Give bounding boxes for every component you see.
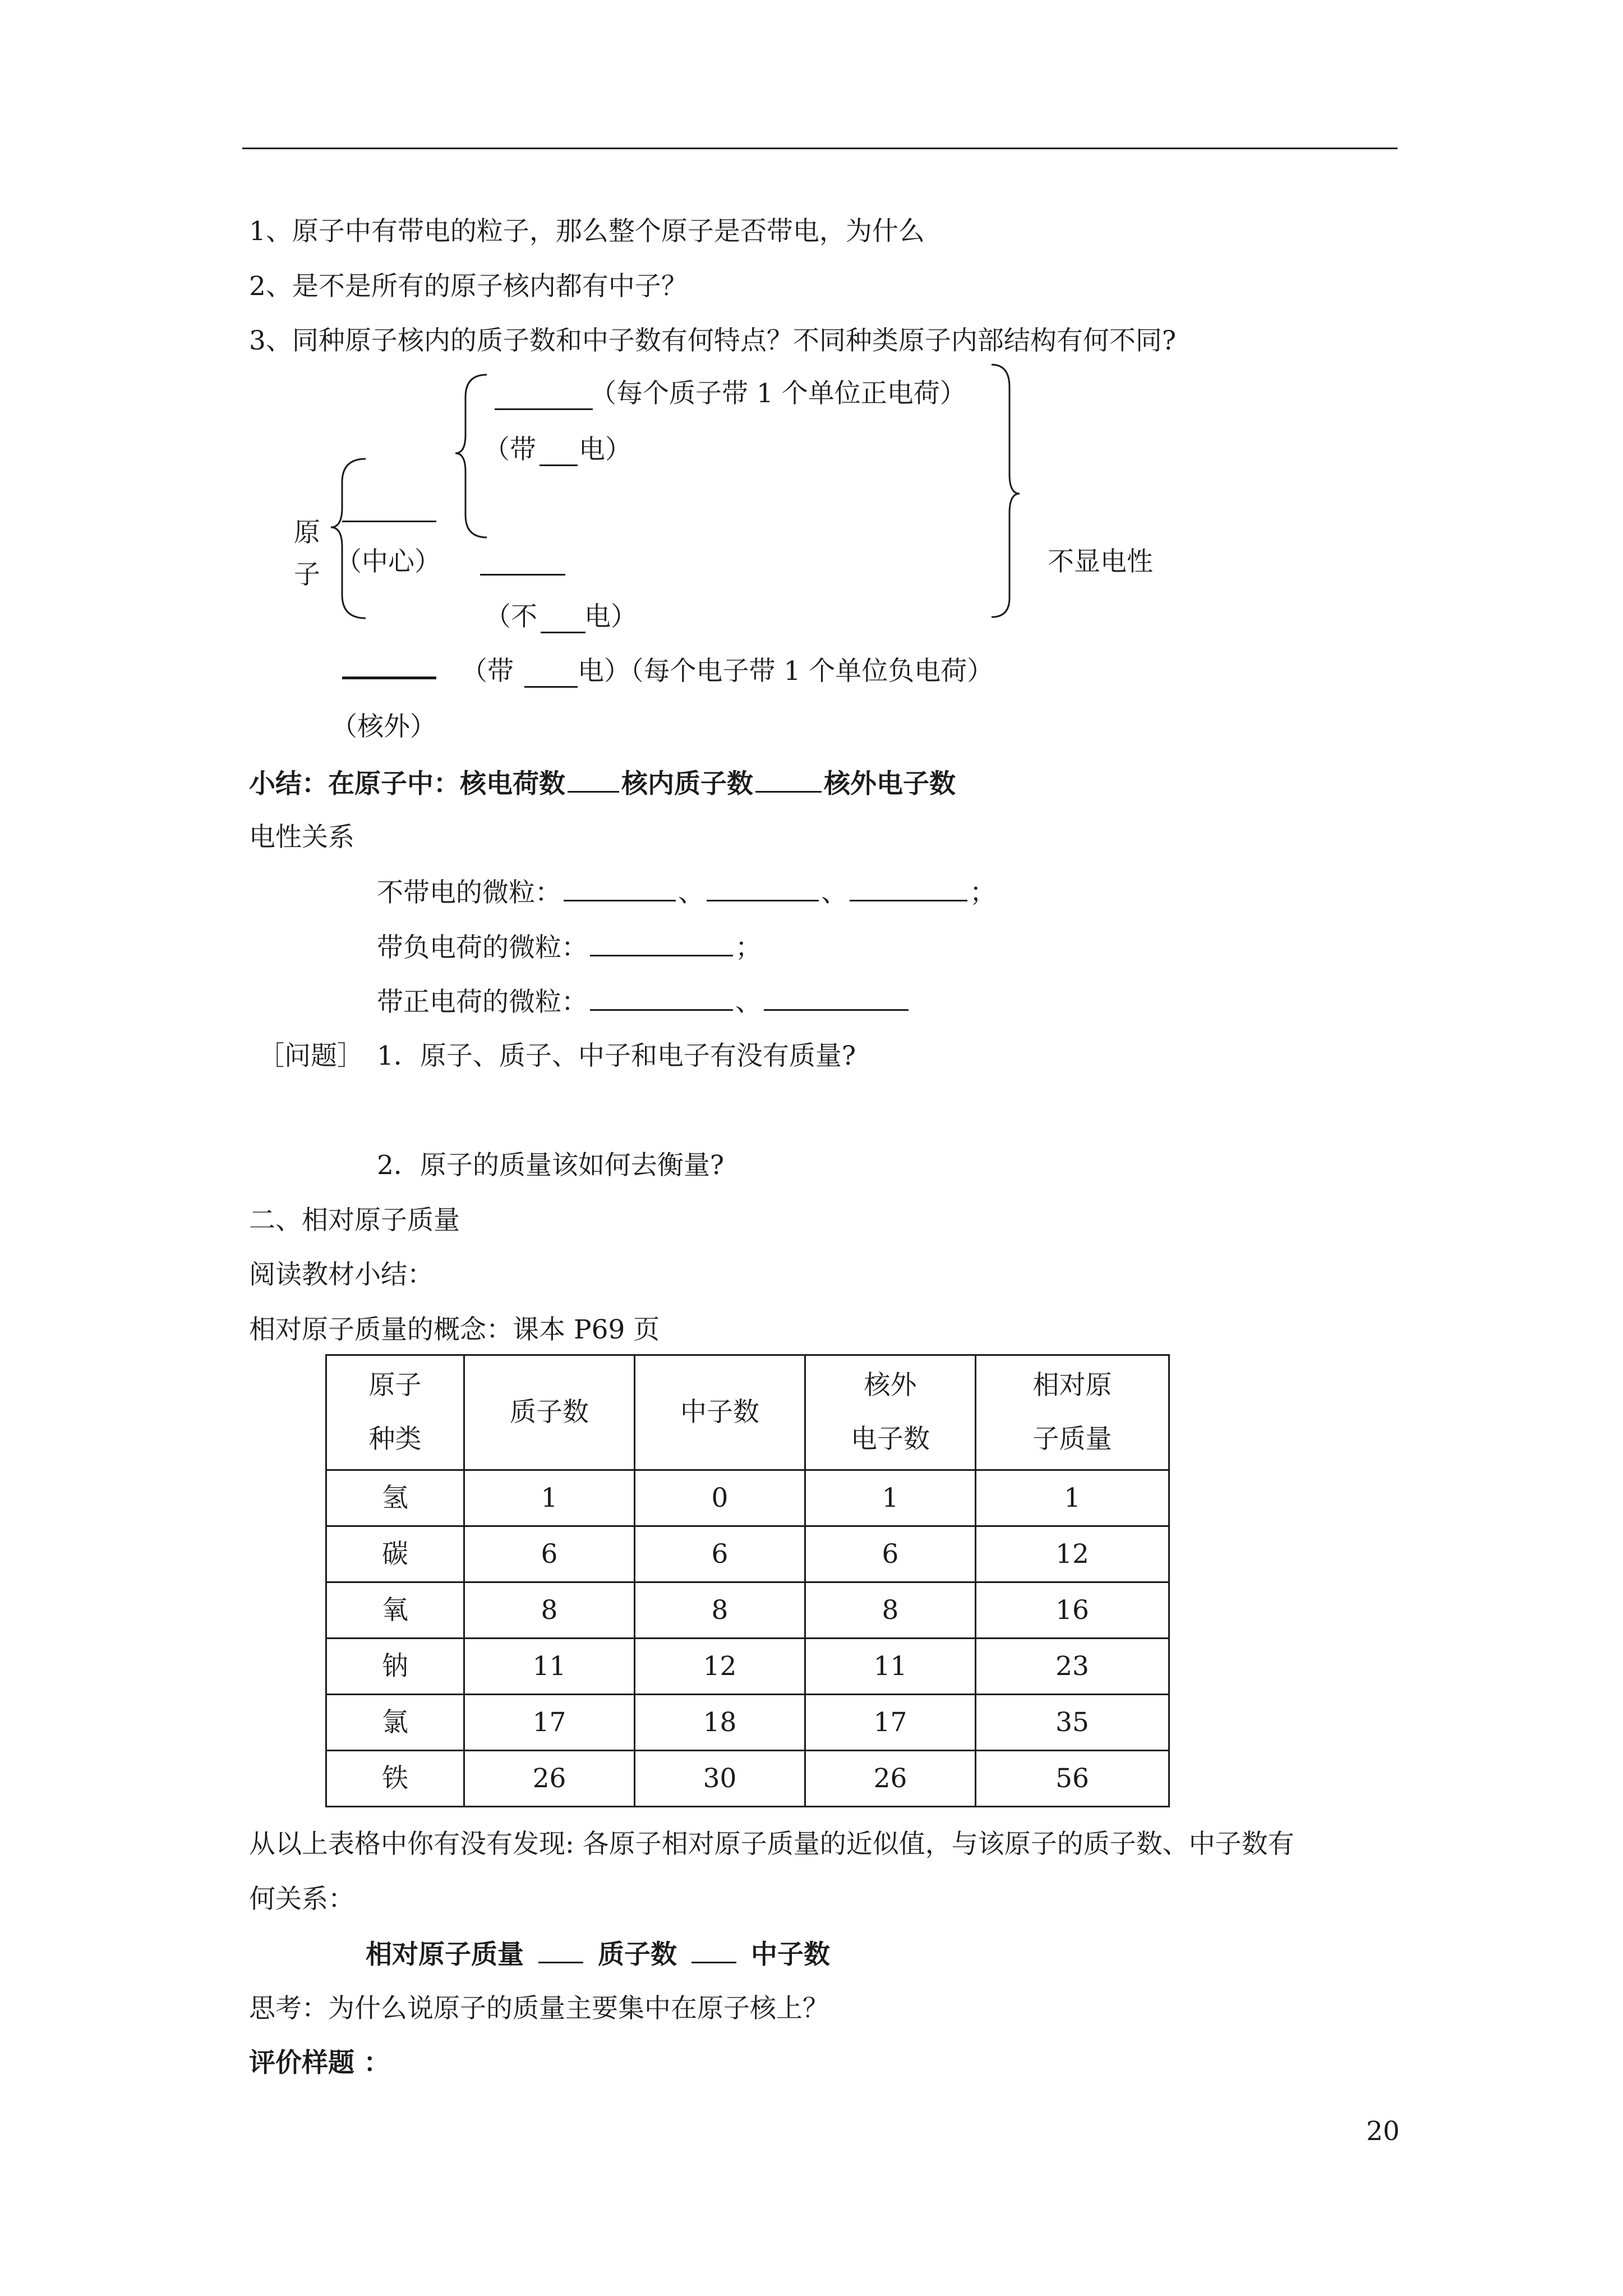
table-cell: 11 bbox=[805, 1639, 976, 1695]
header-electron-count bbox=[805, 1355, 976, 1470]
table-cell: 11 bbox=[464, 1639, 635, 1695]
table-row bbox=[326, 1639, 1169, 1695]
separator: 、 bbox=[821, 877, 847, 908]
formula-relative-mass: 相对原子质量 bbox=[366, 1939, 524, 1970]
table-cell: 8 bbox=[635, 1582, 805, 1639]
table-cell: 氯 bbox=[326, 1695, 464, 1751]
discovery-line-2: 何关系： bbox=[249, 1884, 354, 1915]
evaluation-heading: 评价样题 ： bbox=[249, 2047, 390, 2078]
table-cell: 12 bbox=[976, 1526, 1169, 1582]
table-cell: 12 bbox=[635, 1639, 805, 1695]
blank-neutral-2 bbox=[707, 875, 819, 901]
proton-note: （每个质子带 1 个单位正电荷） bbox=[590, 378, 966, 409]
header-text: 相对原 bbox=[1032, 1370, 1112, 1401]
header-proton-count bbox=[464, 1355, 635, 1470]
table-cell: 1 bbox=[976, 1470, 1169, 1526]
atom-label-char2: 子 bbox=[294, 559, 320, 590]
negative-particles-line bbox=[377, 930, 762, 965]
header-atom-type bbox=[326, 1355, 464, 1470]
table-cell: 17 bbox=[464, 1695, 635, 1751]
blank-electron bbox=[342, 677, 436, 679]
blank-summary-1 bbox=[568, 766, 619, 793]
discovery-line-1: 从以上表格中你有没有发现: 各原子相对原子质量的近似值，与该原子的质子数、中子数有 bbox=[249, 1829, 1294, 1860]
table-cell: 6 bbox=[464, 1526, 635, 1582]
table-row bbox=[326, 1695, 1169, 1751]
formula-line bbox=[366, 1937, 830, 1972]
page-number: 20 bbox=[1366, 2116, 1400, 2147]
neutron-prefix: （不 bbox=[485, 601, 537, 632]
table-cell: 1 bbox=[464, 1470, 635, 1526]
table-row bbox=[326, 1526, 1169, 1582]
outside-nucleus-label: （核外） bbox=[331, 711, 436, 742]
atomic-mass-table bbox=[325, 1354, 1170, 1807]
table-cell: 铁 bbox=[326, 1751, 464, 1807]
table-row bbox=[326, 1470, 1169, 1526]
blank-electron-charge bbox=[524, 686, 578, 688]
header-relative-mass bbox=[976, 1355, 1169, 1470]
neutral-label: 不显电性 bbox=[1048, 546, 1153, 577]
question-3: 3、同种原子核内的质子数和中子数有何特点？不同种类原子内部结构有何不同? bbox=[249, 325, 1177, 356]
concept-line: 相对原子质量的概念：课本 P69 页 bbox=[249, 1314, 660, 1345]
blank-negative bbox=[590, 930, 733, 956]
blank-positive-2 bbox=[764, 984, 909, 1011]
header-text: 原子 bbox=[368, 1370, 422, 1401]
reading-summary: 阅读教材小结： bbox=[249, 1259, 434, 1290]
positive-particles-label: 带正电荷的微粒： bbox=[377, 987, 588, 1018]
table-cell: 16 bbox=[976, 1582, 1169, 1639]
nucleus-label: （中心） bbox=[335, 546, 441, 577]
header-text: 种类 bbox=[368, 1424, 422, 1455]
proton-charge-suffix: 电） bbox=[579, 434, 631, 465]
blank-neutron bbox=[480, 574, 565, 576]
summary-part2: 核内质子数 bbox=[621, 769, 753, 799]
header-text: 电子数 bbox=[851, 1424, 930, 1455]
header-text: 子质量 bbox=[1032, 1424, 1112, 1455]
table-cell: 6 bbox=[635, 1526, 805, 1582]
table-cell: 6 bbox=[805, 1526, 976, 1582]
table-row bbox=[326, 1582, 1169, 1639]
formula-proton-count: 质子数 bbox=[598, 1939, 677, 1970]
header-neutron-count bbox=[635, 1355, 805, 1470]
header-text: 质子数 bbox=[510, 1397, 589, 1428]
table-cell: 氧 bbox=[326, 1582, 464, 1639]
problem-question-1: 1．原子、质子、中子和电子有没有质量? bbox=[377, 1041, 856, 1071]
table-cell: 1 bbox=[805, 1470, 976, 1526]
blank-positive-1 bbox=[590, 984, 733, 1011]
atom-label-char1: 原 bbox=[294, 517, 320, 548]
table-cell: 23 bbox=[976, 1639, 1169, 1695]
semicolon: ； bbox=[735, 932, 762, 963]
blank-formula-1 bbox=[538, 1937, 583, 1963]
table-cell: 26 bbox=[464, 1751, 635, 1807]
table-cell: 8 bbox=[464, 1582, 635, 1639]
table-cell: 氢 bbox=[326, 1470, 464, 1526]
table-cell: 26 bbox=[805, 1751, 976, 1807]
separator: 、 bbox=[678, 877, 704, 908]
negative-particles-label: 带负电荷的微粒： bbox=[377, 932, 588, 963]
formula-neutron-count: 中子数 bbox=[751, 1939, 830, 1970]
positive-particles-line bbox=[377, 984, 911, 1019]
table-cell: 碳 bbox=[326, 1526, 464, 1582]
blank-nucleus bbox=[342, 521, 436, 522]
table-row bbox=[326, 1751, 1169, 1807]
electron-prefix: （带 bbox=[461, 656, 514, 687]
table-cell: 8 bbox=[805, 1582, 976, 1639]
table-cell: 30 bbox=[635, 1751, 805, 1807]
semicolon: ； bbox=[970, 877, 996, 908]
table-header-row bbox=[326, 1355, 1169, 1470]
table-cell: 35 bbox=[976, 1695, 1169, 1751]
blank-formula-2 bbox=[691, 1937, 736, 1963]
summary-line bbox=[249, 766, 956, 801]
blank-proton bbox=[495, 408, 593, 410]
section-title: 二、相对原子质量 bbox=[249, 1205, 460, 1236]
summary-part3: 核外电子数 bbox=[824, 769, 956, 799]
neutron-suffix: 电） bbox=[584, 601, 637, 632]
electron-suffix: 电）（每个电子带 1 个单位负电荷） bbox=[578, 656, 994, 687]
blank-summary-2 bbox=[755, 766, 822, 793]
table-cell: 56 bbox=[976, 1751, 1169, 1807]
blank-neutron-charge bbox=[541, 632, 585, 633]
table-cell: 18 bbox=[635, 1695, 805, 1751]
neutral-particles-label: 不带电的微粒： bbox=[377, 877, 561, 908]
table-cell: 17 bbox=[805, 1695, 976, 1751]
blank-proton-charge bbox=[540, 464, 578, 466]
question-2: 2、是不是所有的原子核内都有中子？ bbox=[249, 271, 688, 302]
problem-tag: ［问题］ bbox=[258, 1041, 363, 1071]
table-cell: 钠 bbox=[326, 1639, 464, 1695]
neutral-particles-line bbox=[377, 875, 996, 910]
blank-neutral-1 bbox=[564, 875, 676, 901]
header-text: 中子数 bbox=[680, 1397, 759, 1428]
summary-part1: 小结：在原子中：核电荷数 bbox=[249, 769, 565, 799]
separator: 、 bbox=[735, 987, 762, 1018]
think-question: 思考：为什么说原子的质量主要集中在原子核上？ bbox=[249, 1993, 829, 2024]
problem-question-2: 2．原子的质量该如何去衡量? bbox=[377, 1150, 725, 1181]
header-text: 核外 bbox=[864, 1370, 917, 1401]
blank-neutral-3 bbox=[850, 875, 967, 901]
charge-relation-title: 电性关系 bbox=[249, 822, 354, 853]
question-1: 1、原子中有带电的粒子，那么整个原子是否带电，为什么 bbox=[249, 216, 925, 247]
table-cell: 0 bbox=[635, 1470, 805, 1526]
proton-charge-prefix: （带 bbox=[483, 434, 536, 465]
